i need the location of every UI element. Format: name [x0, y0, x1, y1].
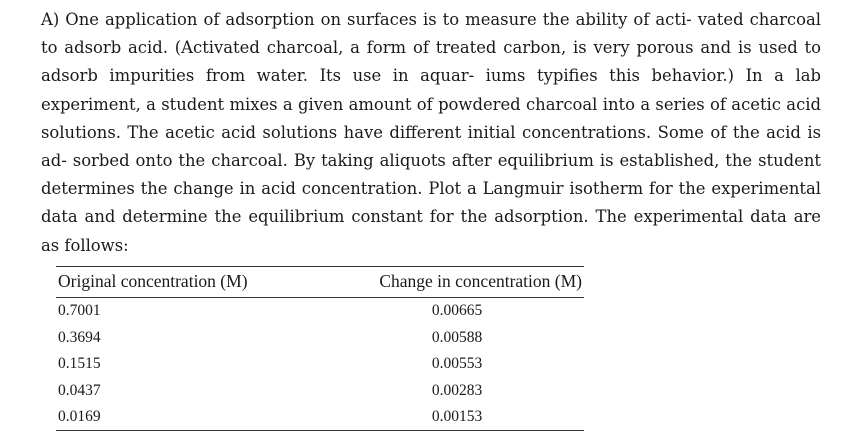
- cell-original-concentration: 0.0169: [58, 408, 101, 426]
- cell-change-in-concentration: 0.00553: [431, 355, 483, 373]
- cell-change-in-concentration: 0.00153: [431, 408, 483, 426]
- table-row: [56, 404, 584, 431]
- cell-original-concentration: 0.1515: [58, 355, 101, 373]
- cell-change-in-concentration: 0.00665: [431, 302, 483, 320]
- header-original-concentration: Original concentration (M): [58, 271, 248, 292]
- table-row: [56, 297, 584, 324]
- cell-original-concentration: 0.7001: [58, 302, 101, 320]
- table-header-row: [56, 266, 584, 297]
- data-table: [56, 266, 584, 432]
- cell-change-in-concentration: 0.00588: [431, 328, 483, 346]
- cell-original-concentration: 0.0437: [58, 381, 101, 399]
- table-row: [56, 351, 584, 378]
- cell-change-in-concentration: 0.00283: [431, 381, 483, 399]
- problem-statement: A) One application of adsorption on surfaces is to measure the ability of acti- vated charcoal to adsorb acid. (Activated charcoal, a form of treated carbon, is very porous and is used to adsorb impurities from water. Its use in aquar- iums typifies this behavior.) In a lab experiment, a student mixes a given amount of powdered charcoal into a series of acetic acid solutions. The acetic acid solutions have different initial concentrations. Some of the acid is ad- sorbed onto the charcoal. By taking aliquots after equilibrium is established, the student determines the change in acid concentration. Plot a Langmuir isotherm for the experimental data and determine the equilibrium constant for the adsorption. The experimental data are as follows:: [41, 10, 821, 255]
- document-page: [41, 6, 821, 431]
- cell-original-concentration: 0.3694: [58, 328, 101, 346]
- header-change-in-concentration: Change in concentration (M): [379, 271, 582, 292]
- table-row: [56, 324, 584, 351]
- table-row: [56, 377, 584, 404]
